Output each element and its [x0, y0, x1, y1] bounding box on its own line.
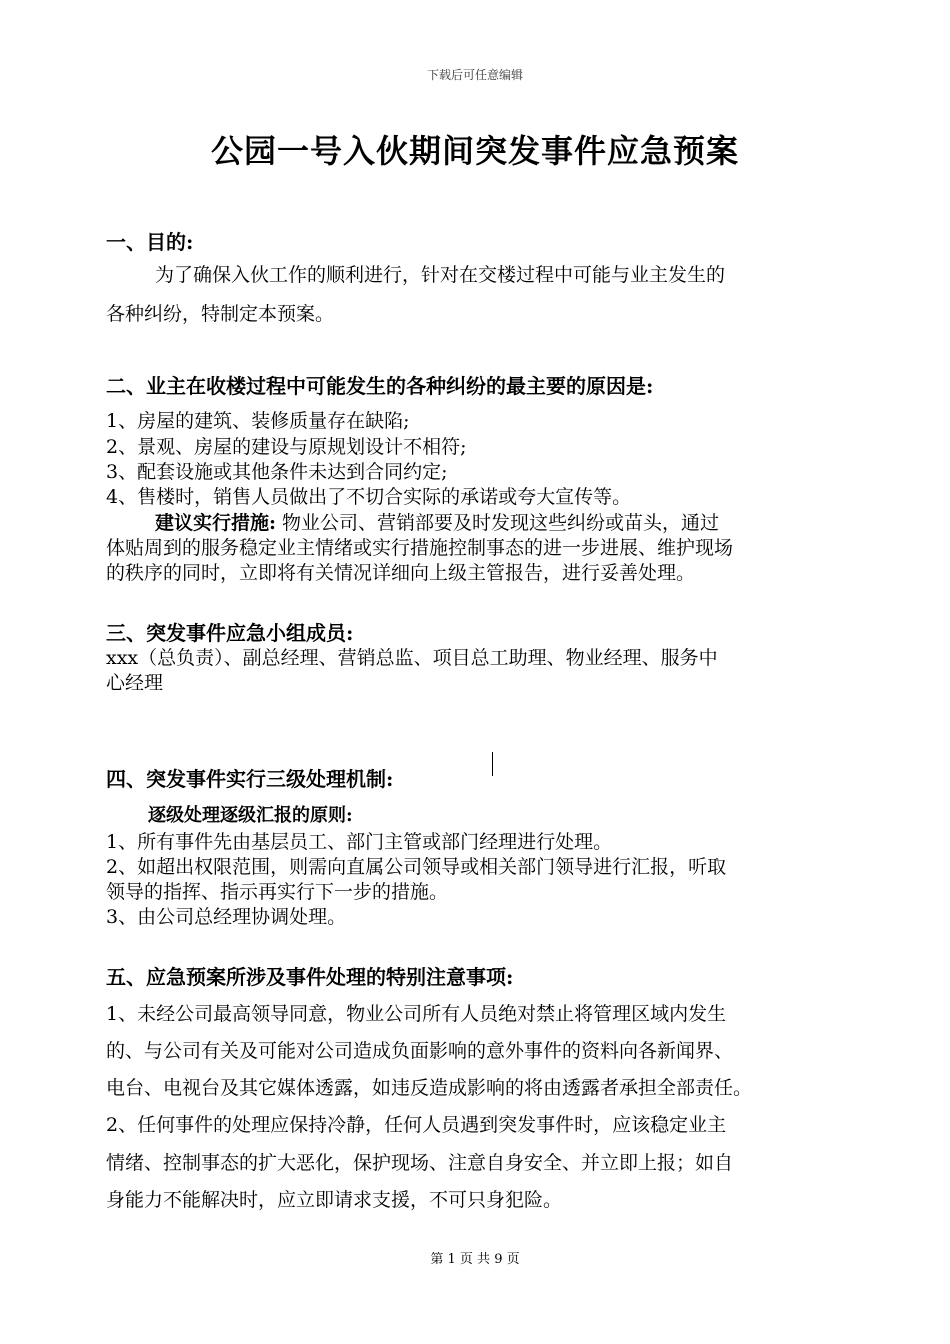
advice-paragraph [155, 508, 895, 535]
section-2-item: 1、房屋的建筑、装修质量存在缺陷; [106, 410, 410, 432]
section-4-line: 3、由公司总经理协调处理。 [106, 906, 347, 928]
section-1-line: 为了确保入伙工作的顺利进行，针对在交楼过程中可能与业主发生的 [155, 264, 726, 286]
section-3-line: xxx（总负责）、副总经理、营销总监、项目总工助理、物业经理、服务中 [106, 647, 718, 669]
advice-text: 物业公司、营销部要及时发现这些纠纷或苗头，通过 [276, 512, 720, 534]
page-number: 第 1 页 共 9 页 [430, 1252, 520, 1267]
section-5-line: 情绪、控制事态的扩大恶化，保护现场、注意自身安全、并立即上报；如自 [106, 1152, 734, 1174]
section-5-line: 2、任何事件的处理应保持冷静，任何人员遇到突发事件时，应该稳定业主 [106, 1114, 727, 1136]
text-cursor [492, 752, 493, 776]
section-5-line: 身能力不能解决时，应立即请求支援，不可只身犯险。 [106, 1189, 563, 1211]
section-3-heading: 三、突发事件应急小组成员: [106, 621, 354, 645]
section-5-line: 1、未经公司最高领导同意，物业公司所有人员绝对禁止将管理区域内发生 [106, 1003, 727, 1025]
section-5-line: 电台、电视台及其它媒体透露，如违反造成影响的将由透露者承担全部责任。 [106, 1077, 753, 1099]
section-1-line: 各种纠纷，特制定本预案。 [106, 303, 335, 325]
section-5-line: 的、与公司有关及可能对公司造成负面影响的意外事件的资料向各新闻界、 [106, 1040, 734, 1062]
section-3-line: 心经理 [106, 672, 164, 694]
section-2-item: 3、配套设施或其他条件未达到合同约定; [106, 461, 448, 483]
section-2-item: 2、景观、房屋的建设与原规划设计不相符; [106, 436, 467, 458]
advice-label: 建议实行措施: [155, 512, 277, 534]
section-1-heading: 一、目的: [106, 230, 194, 254]
section-4-line: 1、所有事件先由基层员工、部门主管或部门经理进行处理。 [106, 831, 613, 853]
section-5-heading: 五、应急预案所涉及事件处理的特别注意事项: [106, 965, 514, 989]
section-4-principle: 逐级处理逐级汇报的原则: [148, 805, 353, 826]
section-4-line: 2、如超出权限范围，则需向直属公司领导或相关部门领导进行汇报，听取 [106, 856, 727, 878]
advice-line: 的秩序的同时，立即将有关情况详细向上级主管报告，进行妥善处理。 [106, 562, 696, 584]
document-title: 公园一号入伙期间突发事件应急预案 [210, 132, 739, 170]
advice-line: 体贴周到的服务稳定业主情绪或实行措施控制事态的进一步进展、维护现场 [106, 537, 734, 559]
section-4-line: 领导的指挥、指示再实行下一步的措施。 [106, 881, 449, 903]
header-note: 下载后可任意编辑 [426, 68, 523, 82]
section-2-item: 4、售楼时，销售人员做出了不切合实际的承诺或夸大宣传等。 [106, 486, 632, 508]
section-2-heading: 二、业主在收楼过程中可能发生的各种纠纷的最主要的原因是: [106, 374, 654, 398]
section-4-heading: 四、突发事件实行三级处理机制: [106, 767, 394, 791]
